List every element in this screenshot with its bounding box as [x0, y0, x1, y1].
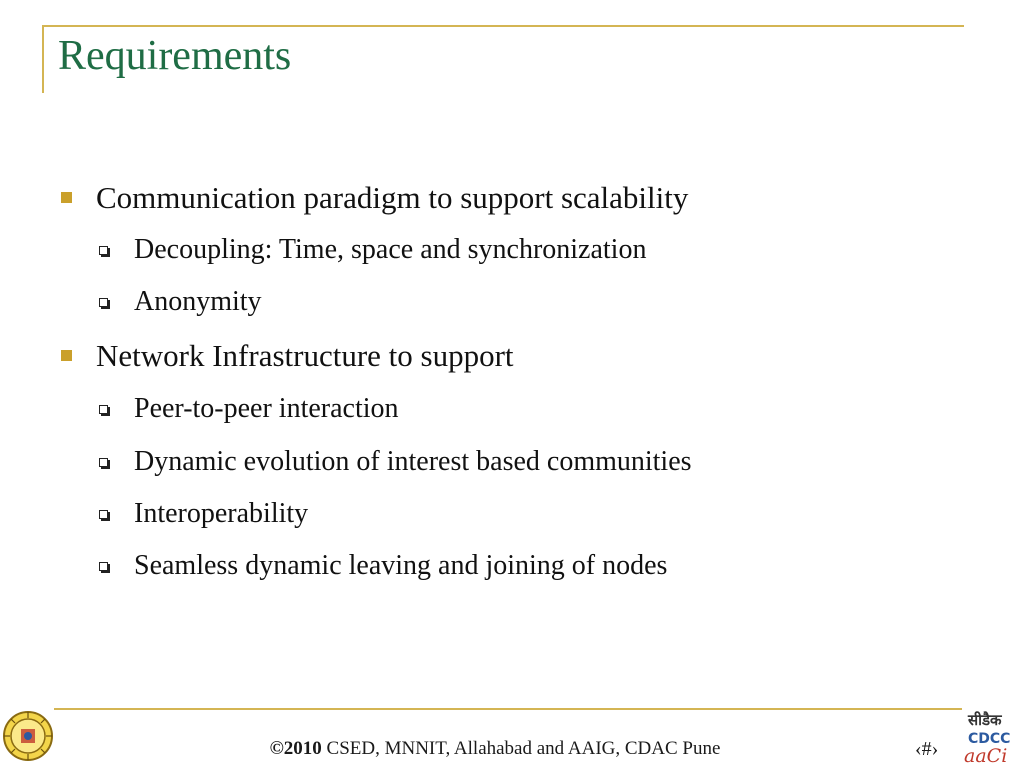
checkbox-bullet-icon [99, 458, 108, 467]
bullet-text: Seamless dynamic leaving and joining of nodes [134, 550, 668, 581]
cdac-logo [960, 708, 1020, 766]
title-top-rule [42, 25, 964, 27]
copyright-year: ©2010 [269, 738, 322, 759]
slide-title: Requirements [58, 33, 292, 79]
bullet-text: Decoupling: Time, space and synchronization [134, 234, 647, 265]
checkbox-bullet-icon [99, 298, 108, 307]
bullet-item-l2 [134, 549, 667, 583]
bullet-item-l2 [134, 445, 692, 479]
title-left-rule [42, 25, 44, 93]
checkbox-bullet-icon [99, 405, 108, 414]
square-bullet-icon [61, 192, 72, 203]
footer-copyright [0, 738, 990, 760]
bullet-item-l2 [134, 497, 308, 531]
checkbox-bullet-icon [99, 562, 108, 571]
checkbox-bullet-icon [99, 246, 108, 255]
bullet-item-l1 [96, 180, 688, 216]
bullet-item-l2 [134, 285, 262, 319]
footer-rule [54, 708, 962, 710]
bullet-text: Dynamic evolution of interest based communities [134, 446, 692, 477]
bullet-item-l1 [96, 338, 514, 374]
bullet-text: Anonymity [134, 286, 262, 317]
copyright-text: CSED, MNNIT, Allahabad and AAIG, CDAC Pune [321, 738, 721, 759]
square-bullet-icon [61, 350, 72, 361]
logo-cdac-text: CDCC [968, 731, 1011, 747]
bullet-text: Interoperability [134, 498, 309, 529]
bullet-text: Peer-to-peer interaction [134, 393, 399, 424]
logo-hindi-text: सीडैक [968, 711, 1002, 729]
logo-aaci-text: aaCi [964, 745, 1008, 766]
bullet-text: Network Infrastructure to support [96, 338, 514, 373]
bullet-item-l2 [134, 233, 646, 267]
checkbox-bullet-icon [99, 510, 108, 519]
page-number: ‹#› [915, 738, 939, 760]
bullet-item-l2 [134, 392, 399, 426]
bullet-text: Communication paradigm to support scalability [96, 180, 689, 215]
